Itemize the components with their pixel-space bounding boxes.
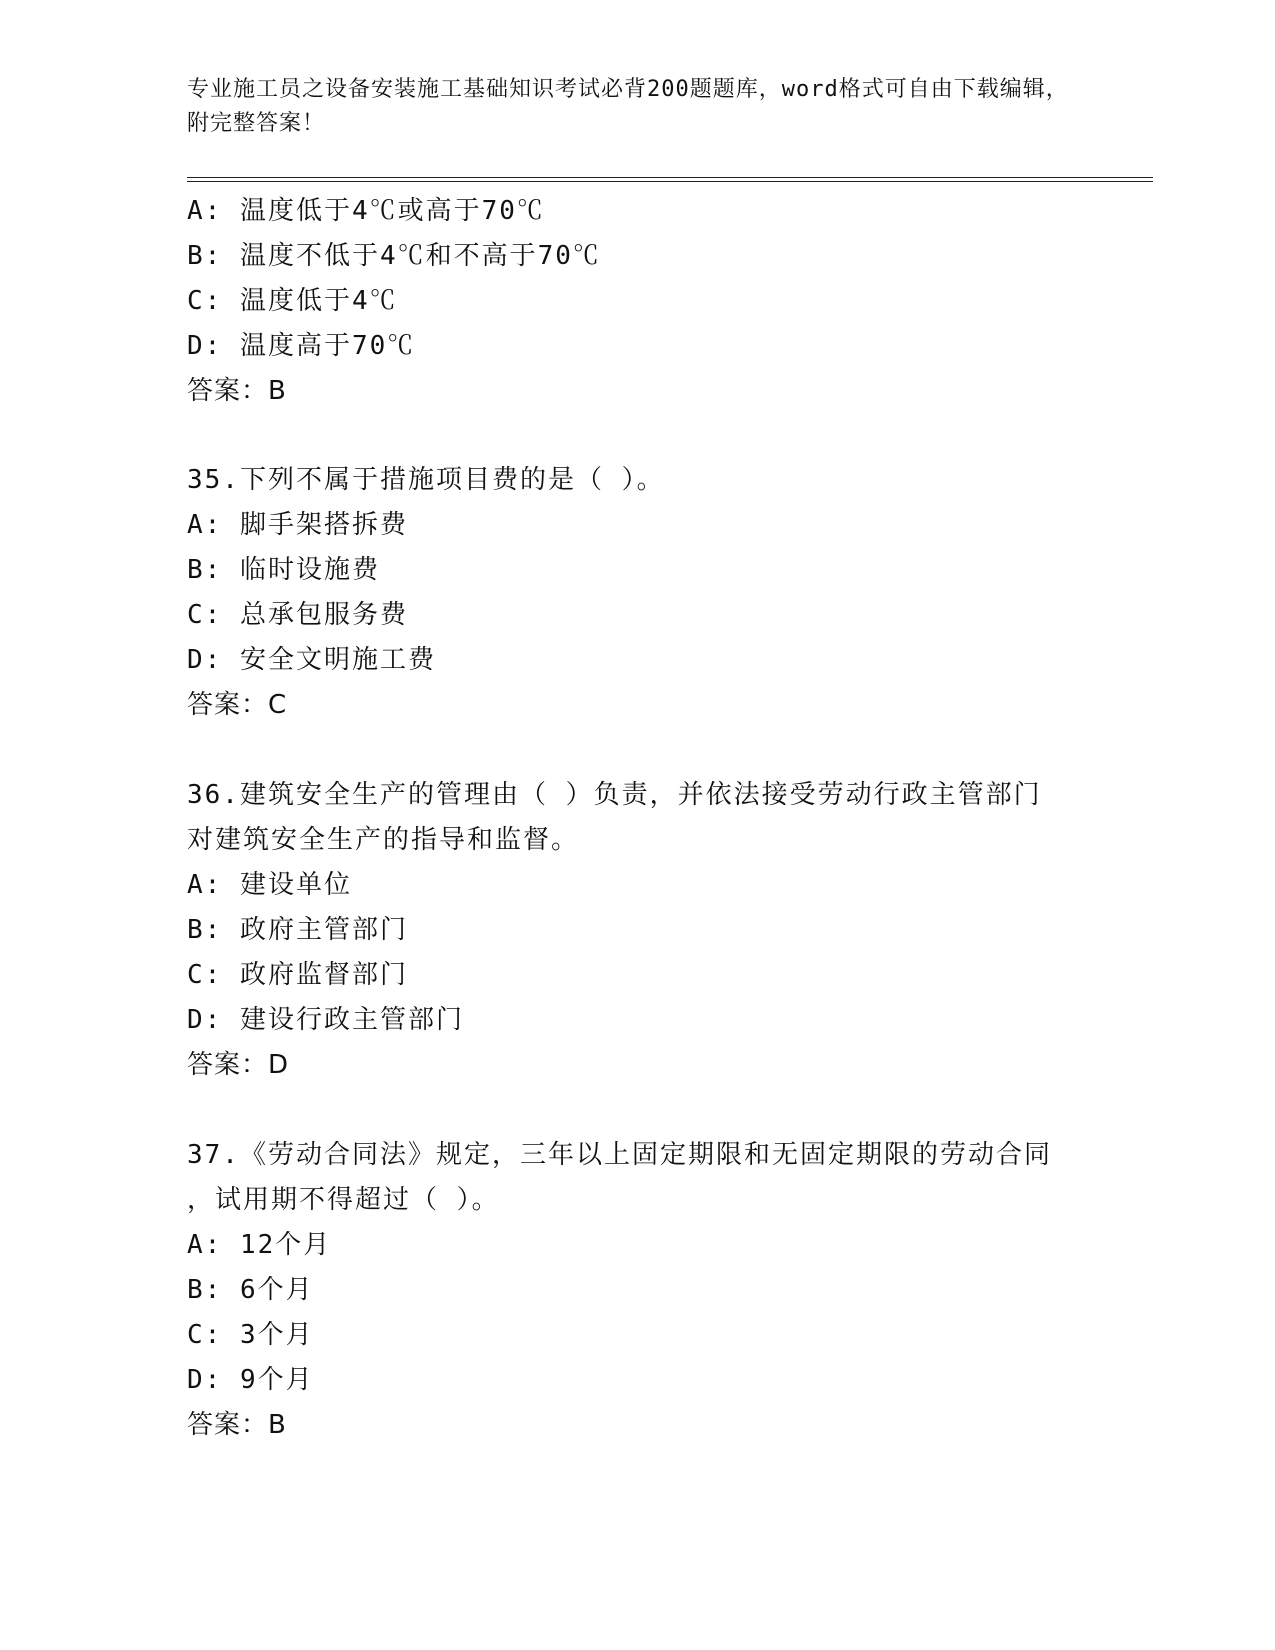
q36-answer: 答案：D	[187, 1050, 290, 1080]
q35-option-b: B: 临时设施费	[187, 555, 380, 585]
q36-option-c: C: 政府监督部门	[187, 960, 408, 990]
q37-question-line2: ，试用期不得超过（ ）。	[187, 1185, 500, 1215]
document-header-title: 专业施工员之设备安装施工基础知识考试必背200题题库，word格式可自由下载编辑，附完整答案！	[187, 77, 1069, 136]
header-double-rule	[187, 177, 1153, 182]
q35-answer: 答案：C	[187, 690, 288, 720]
q37-option-d: D: 9个月	[187, 1365, 314, 1395]
q36-option-d: D: 建设行政主管部门	[187, 1005, 464, 1035]
q35-question: 35.下列不属于措施项目费的是（ ）。	[187, 465, 665, 495]
q36-question-line2: 对建筑安全生产的指导和监督。	[187, 825, 580, 855]
q34-option-c: C: 温度低于4℃	[187, 286, 398, 316]
q37-option-c: C: 3个月	[187, 1320, 314, 1350]
q37-option-b: B: 6个月	[187, 1275, 314, 1305]
q34-option-d: D: 温度高于70℃	[187, 331, 416, 361]
q37-option-a: A: 12个月	[187, 1230, 332, 1260]
q34-option-b: B: 温度不低于4℃和不高于70℃	[187, 241, 601, 271]
q35-option-c: C: 总承包服务费	[187, 600, 408, 630]
q37-answer: 答案：B	[187, 1410, 287, 1440]
q34-option-a: A: 温度低于4℃或高于70℃	[187, 196, 545, 226]
q36-question-line1: 36.建筑安全生产的管理由（ ）负责，并依法接受劳动行政主管部门	[187, 780, 1042, 810]
q35-option-d: D: 安全文明施工费	[187, 645, 436, 675]
q36-option-a: A: 建设单位	[187, 870, 352, 900]
q35-option-a: A: 脚手架搭拆费	[187, 510, 408, 540]
q37-question-line1: 37.《劳动合同法》规定，三年以上固定期限和无固定期限的劳动合同	[187, 1140, 1052, 1170]
q36-option-b: B: 政府主管部门	[187, 915, 408, 945]
q34-answer: 答案：B	[187, 376, 287, 406]
